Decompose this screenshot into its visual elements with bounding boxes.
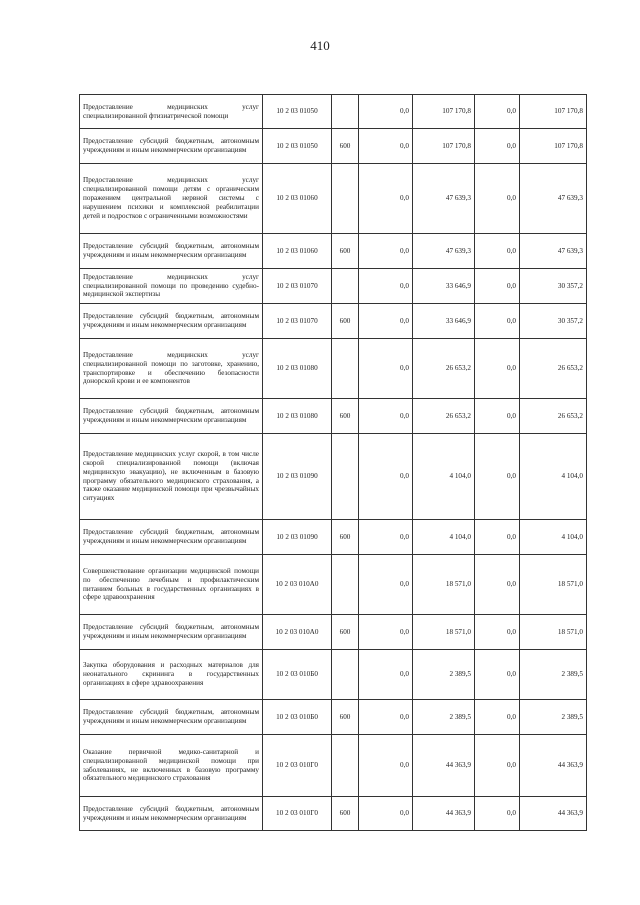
row-expense-type-cell: 600 xyxy=(332,700,359,735)
row-amount-4-cell: 4 104,0 xyxy=(520,520,587,555)
row-amount-2-cell: 33 646,9 xyxy=(413,269,475,304)
row-amount-4-cell: 2 389,5 xyxy=(520,650,587,700)
row-amount-2-cell: 44 363,9 xyxy=(413,797,475,831)
row-amount-4-cell: 107 170,8 xyxy=(520,129,587,164)
table-row xyxy=(80,269,587,304)
table-row xyxy=(80,399,587,434)
row-amount-3-cell: 0,0 xyxy=(475,269,520,304)
row-amount-3-cell: 0,0 xyxy=(475,234,520,269)
row-code-cell: 10 2 03 01080 xyxy=(263,339,332,399)
row-amount-2-cell: 18 571,0 xyxy=(413,555,475,615)
row-expense-type-cell xyxy=(332,269,359,304)
table-row xyxy=(80,555,587,615)
row-code-cell: 10 2 03 01080 xyxy=(263,399,332,434)
table-row xyxy=(80,164,587,234)
row-amount-2-cell: 33 646,9 xyxy=(413,304,475,339)
row-expense-type-cell xyxy=(332,164,359,234)
row-code-cell: 10 2 03 01090 xyxy=(263,520,332,555)
row-code-cell: 10 2 03 010Б0 xyxy=(263,700,332,735)
row-amount-2-cell: 4 104,0 xyxy=(413,520,475,555)
row-amount-2-cell: 47 639,3 xyxy=(413,234,475,269)
table-row xyxy=(80,304,587,339)
table-row xyxy=(80,735,587,797)
row-amount-2-cell: 107 170,8 xyxy=(413,129,475,164)
row-expense-type-cell: 600 xyxy=(332,234,359,269)
row-amount-4-cell: 47 639,3 xyxy=(520,234,587,269)
row-name-cell: Предоставление субсидий бюджетным, автономным учреждениям и иным некоммерческим организациям xyxy=(80,234,263,269)
row-name-cell: Предоставление субсидий бюджетным, автономным учреждениям и иным некоммерческим организациям xyxy=(80,615,263,650)
row-amount-3-cell: 0,0 xyxy=(475,735,520,797)
row-name-cell: Предоставление медицинских услуг специализированной помощи детям с органическим поражением центральной нервной системы с нарушением психики и комплексной реабилитации детей и подростков с ограниченными возможностями xyxy=(80,164,263,234)
row-amount-1-cell: 0,0 xyxy=(359,164,413,234)
row-amount-4-cell: 30 357,2 xyxy=(520,304,587,339)
row-code-cell: 10 2 03 01060 xyxy=(263,234,332,269)
row-name-cell: Предоставление субсидий бюджетным, автономным учреждениям и иным некоммерческим организациям xyxy=(80,129,263,164)
row-name-cell: Предоставление субсидий бюджетным, автономным учреждениям и иным некоммерческим организациям xyxy=(80,304,263,339)
row-code-cell: 10 2 03 010Б0 xyxy=(263,650,332,700)
row-amount-3-cell: 0,0 xyxy=(475,555,520,615)
table-row xyxy=(80,520,587,555)
row-code-cell: 10 2 03 010Г0 xyxy=(263,797,332,831)
row-code-cell: 10 2 03 01050 xyxy=(263,95,332,129)
budget-table xyxy=(79,94,587,831)
budget-table-body xyxy=(80,95,587,831)
row-amount-3-cell: 0,0 xyxy=(475,129,520,164)
row-code-cell: 10 2 03 010Г0 xyxy=(263,735,332,797)
row-amount-2-cell: 4 104,0 xyxy=(413,434,475,520)
row-amount-2-cell: 18 571,0 xyxy=(413,615,475,650)
row-amount-2-cell: 26 653,2 xyxy=(413,399,475,434)
row-amount-1-cell: 0,0 xyxy=(359,129,413,164)
page-number: 410 xyxy=(310,38,330,53)
row-amount-1-cell: 0,0 xyxy=(359,520,413,555)
row-name-cell: Оказание первичной медико-санитарной и специализированной медицинской помощи при заболеваниях, не включенных в базовую программу обязательного медицинского страхования xyxy=(80,735,263,797)
table-row xyxy=(80,615,587,650)
row-amount-4-cell: 107 170,8 xyxy=(520,95,587,129)
table-row xyxy=(80,339,587,399)
row-amount-3-cell: 0,0 xyxy=(475,304,520,339)
row-expense-type-cell xyxy=(332,339,359,399)
row-amount-4-cell: 44 363,9 xyxy=(520,735,587,797)
row-amount-1-cell: 0,0 xyxy=(359,339,413,399)
row-code-cell: 10 2 03 01050 xyxy=(263,129,332,164)
row-amount-3-cell: 0,0 xyxy=(475,520,520,555)
row-amount-1-cell: 0,0 xyxy=(359,797,413,831)
row-amount-1-cell: 0,0 xyxy=(359,434,413,520)
row-amount-2-cell: 47 639,3 xyxy=(413,164,475,234)
table-row xyxy=(80,797,587,831)
row-amount-4-cell: 26 653,2 xyxy=(520,399,587,434)
row-amount-3-cell: 0,0 xyxy=(475,615,520,650)
row-code-cell: 10 2 03 01060 xyxy=(263,164,332,234)
row-expense-type-cell xyxy=(332,650,359,700)
row-expense-type-cell: 600 xyxy=(332,129,359,164)
row-amount-3-cell: 0,0 xyxy=(475,700,520,735)
table-row xyxy=(80,650,587,700)
row-expense-type-cell xyxy=(332,434,359,520)
row-expense-type-cell xyxy=(332,555,359,615)
table-row xyxy=(80,434,587,520)
table-row xyxy=(80,95,587,129)
table-row xyxy=(80,234,587,269)
row-amount-1-cell: 0,0 xyxy=(359,615,413,650)
row-code-cell: 10 2 03 010А0 xyxy=(263,555,332,615)
row-code-cell: 10 2 03 01070 xyxy=(263,269,332,304)
row-amount-1-cell: 0,0 xyxy=(359,95,413,129)
row-expense-type-cell: 600 xyxy=(332,399,359,434)
row-expense-type-cell: 600 xyxy=(332,520,359,555)
row-name-cell: Предоставление субсидий бюджетным, автономным учреждениям и иным некоммерческим организациям xyxy=(80,797,263,831)
row-amount-3-cell: 0,0 xyxy=(475,164,520,234)
row-name-cell: Предоставление субсидий бюджетным, автономным учреждениям и иным некоммерческим организациям xyxy=(80,700,263,735)
row-amount-4-cell: 30 357,2 xyxy=(520,269,587,304)
row-name-cell: Предоставление субсидий бюджетным, автономным учреждениям и иным некоммерческим организациям xyxy=(80,520,263,555)
row-expense-type-cell: 600 xyxy=(332,304,359,339)
row-expense-type-cell xyxy=(332,95,359,129)
row-amount-1-cell: 0,0 xyxy=(359,555,413,615)
row-name-cell: Предоставление медицинских услуг специализированной фтизиатрической помощи xyxy=(80,95,263,129)
row-amount-4-cell: 26 653,2 xyxy=(520,339,587,399)
row-amount-2-cell: 2 389,5 xyxy=(413,700,475,735)
row-amount-3-cell: 0,0 xyxy=(475,434,520,520)
row-code-cell: 10 2 03 010А0 xyxy=(263,615,332,650)
row-amount-3-cell: 0,0 xyxy=(475,797,520,831)
row-expense-type-cell: 600 xyxy=(332,797,359,831)
row-code-cell: 10 2 03 01070 xyxy=(263,304,332,339)
row-name-cell: Предоставление медицинских услуг специализированной помощи по заготовке, хранению, транспортировке и обеспечению безопасности донорской крови и ее компонентов xyxy=(80,339,263,399)
row-amount-3-cell: 0,0 xyxy=(475,650,520,700)
row-amount-3-cell: 0,0 xyxy=(475,339,520,399)
row-name-cell: Предоставление медицинских услуг скорой, в том числе скорой специализированной помощи (включая медицинскую эвакуацию), не включенным в базовую программу обязательного медицинского страхования, а также оказание медицинской помощи при чрезвычайных ситуациях xyxy=(80,434,263,520)
row-amount-3-cell: 0,0 xyxy=(475,95,520,129)
row-amount-1-cell: 0,0 xyxy=(359,234,413,269)
row-amount-2-cell: 2 389,5 xyxy=(413,650,475,700)
row-amount-2-cell: 107 170,8 xyxy=(413,95,475,129)
row-amount-4-cell: 47 639,3 xyxy=(520,164,587,234)
row-name-cell: Предоставление субсидий бюджетным, автономным учреждениям и иным некоммерческим организациям xyxy=(80,399,263,434)
row-amount-4-cell: 18 571,0 xyxy=(520,615,587,650)
row-name-cell: Предоставление медицинских услуг специализированной помощи по проведению судебно-медицинской экспертизы xyxy=(80,269,263,304)
row-amount-1-cell: 0,0 xyxy=(359,650,413,700)
table-row xyxy=(80,700,587,735)
row-amount-4-cell: 44 363,9 xyxy=(520,797,587,831)
row-name-cell: Совершенствование организации медицинской помощи по обеспечению лечебным и профилактическим питанием больных в государственных организациях в сфере здравоохранения xyxy=(80,555,263,615)
row-amount-2-cell: 26 653,2 xyxy=(413,339,475,399)
row-amount-4-cell: 4 104,0 xyxy=(520,434,587,520)
row-amount-2-cell: 44 363,9 xyxy=(413,735,475,797)
row-expense-type-cell: 600 xyxy=(332,615,359,650)
row-amount-1-cell: 0,0 xyxy=(359,700,413,735)
row-amount-1-cell: 0,0 xyxy=(359,735,413,797)
row-name-cell: Закупка оборудования и расходных материалов для неонатального скрининга в государственных организациях в сфере здравоохранения xyxy=(80,650,263,700)
row-amount-3-cell: 0,0 xyxy=(475,399,520,434)
row-amount-1-cell: 0,0 xyxy=(359,304,413,339)
row-amount-4-cell: 2 389,5 xyxy=(520,700,587,735)
row-code-cell: 10 2 03 01090 xyxy=(263,434,332,520)
row-expense-type-cell xyxy=(332,735,359,797)
table-row xyxy=(80,129,587,164)
row-amount-1-cell: 0,0 xyxy=(359,399,413,434)
row-amount-1-cell: 0,0 xyxy=(359,269,413,304)
row-amount-4-cell: 18 571,0 xyxy=(520,555,587,615)
